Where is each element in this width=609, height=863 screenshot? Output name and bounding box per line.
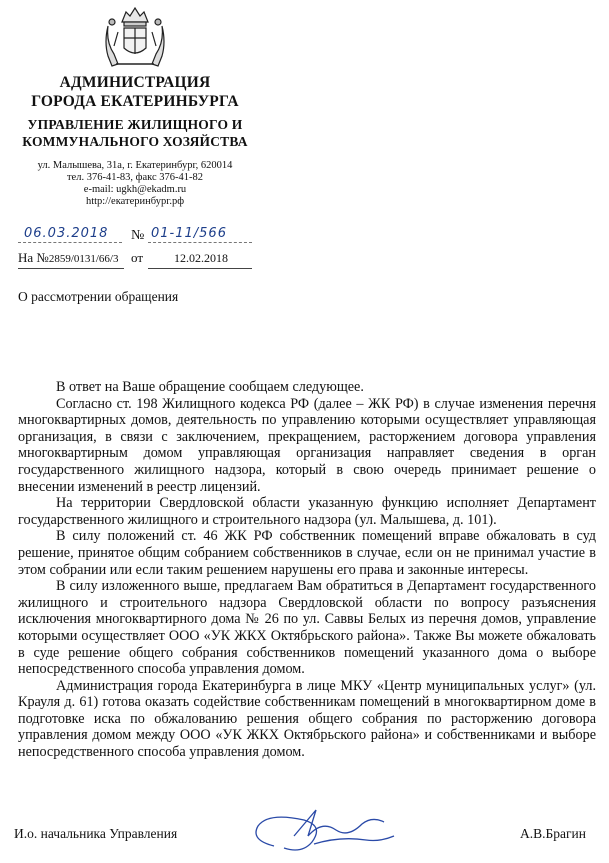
postal-address: ул. Малышева, 31а, г. Екатеринбург, 620014 (37, 160, 233, 171)
org-name-line2: ГОРОДА ЕКАТЕРИНБУРГА (31, 93, 239, 110)
body-paragraph: В силу положений ст. 46 ЖК РФ собственник помещений вправе обжаловать в суд решение, принятое общим собранием собственников в случае, если он не принимал участие в этом собрании или если таким решением нарушены его права и законные интересы. (18, 528, 596, 578)
body-paragraph: Согласно ст. 198 Жилищного кодекса РФ (далее – ЖК РФ) в случае изменения перечня многоквартирных домов, деятельность по управлению которыми осуществляет управляющая организация, в связи с заключением, прекращением, расторжением договора управления многоквартирным домом управляющая организация направляет сведения в орган государственного жилищного надзора, который в свою очередь принимает решение о внесении изменений в реестр лицензий. (18, 395, 596, 495)
body-paragraph: В силу изложенного выше, предлагаем Вам обратиться в Департамент государственного жилищного и строительного надзора Свердловской области по вопросу разъяснения исключения многоквартирного дома № 26 по ул. Саввы Белых из перечня домов, управление которыми осуществляет ООО «УК ЖКХ Октябрьского района». Также Вы можете обжаловать в суде решение общего собрания собственников помещений указанного дома о выборе непосредственного способа управления домом. (18, 578, 596, 678)
city-coat-of-arms-emblem (104, 2, 166, 68)
outgoing-number-handwritten: 01-11/566 (151, 226, 227, 241)
department-name-line2: КОММУНАЛЬНОГО ХОЗЯЙСТВА (22, 134, 248, 149)
email-address: e-mail: ugkh@ekadm.ru (83, 184, 187, 195)
incoming-number-underline (18, 268, 124, 269)
signatory-title: И.о. начальника Управления (14, 826, 178, 841)
from-label: от (131, 250, 144, 265)
body-paragraph: В ответ на Ваше обращение сообщаем следующее. (56, 379, 364, 395)
incoming-number: 2859/0131/66/3 (48, 253, 119, 265)
body-paragraph: На территории Свердловской области указанную функцию исполняет Департамент государственного жилищного и строительного надзора (ул. Малышева, д. 101). (18, 495, 596, 528)
incoming-reference (18, 250, 118, 266)
org-name-line1: АДМИНИСТРАЦИЯ (59, 74, 211, 91)
signatory-name: А.В.Брагин (520, 826, 586, 841)
phone-fax: тел. 376-41-83, факс 376-41-82 (66, 172, 204, 183)
number-sign: № (131, 228, 145, 243)
incoming-date-underline (148, 268, 252, 269)
department-name-line1: УПРАВЛЕНИЕ ЖИЛИЩНОГО И (27, 117, 243, 132)
incoming-date: 12.02.2018 (174, 251, 228, 265)
incoming-prefix: На № (18, 250, 49, 265)
handwritten-signature (244, 806, 400, 862)
outgoing-date-handwritten: 06.03.2018 (24, 226, 109, 241)
outgoing-date-underline (18, 242, 122, 244)
website-address: http://екатеринбург.рф (85, 196, 185, 207)
body-paragraph: Администрация города Екатеринбурга в лице МКУ «Центр муниципальных услуг» (ул. Крауля д. 61) готова оказать содействие собственникам помещений в многоквартирном доме в подготовке иска по обжалованию решения общего собрания по расторжению договора управления домом между ООО «УК ЖКХ Октябрьского района» и собственниками и выборе непосредственного способа управления домом. (18, 677, 596, 761)
letter-body (18, 379, 596, 761)
letter-subject: О рассмотрении обращения (18, 289, 179, 304)
outgoing-number-underline (148, 242, 252, 244)
